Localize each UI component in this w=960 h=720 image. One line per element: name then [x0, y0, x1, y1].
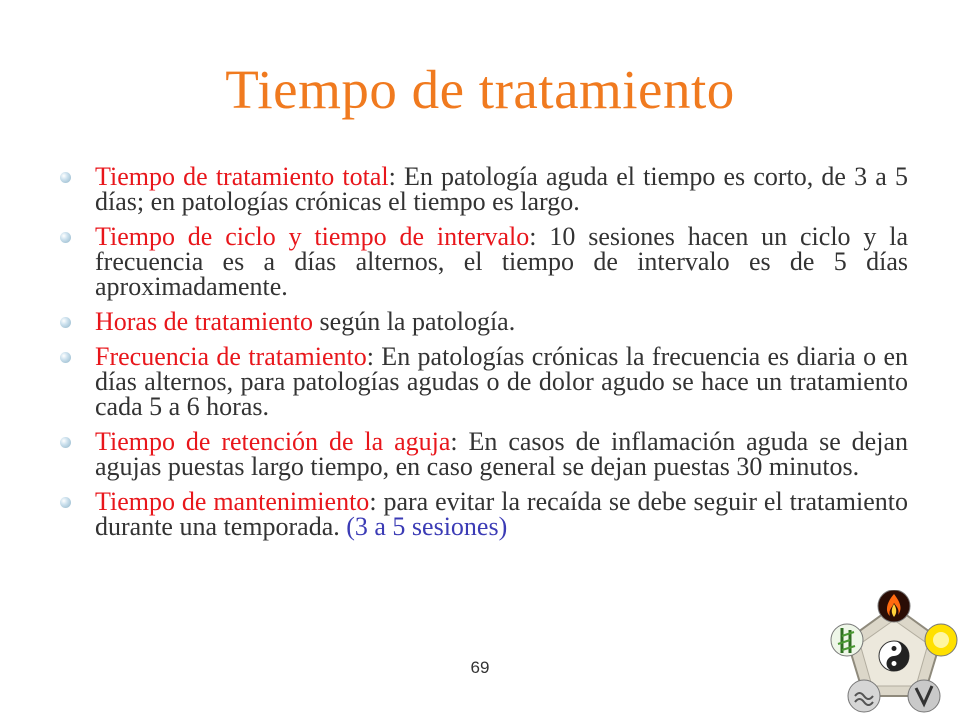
fire-icon	[878, 590, 910, 622]
bullet-item	[58, 224, 908, 299]
bullet-term: Frecuencia de tratamiento	[95, 342, 367, 371]
bullet-text: : para evitar la recaída se debe seguir el tratamiento durante una temporada.	[95, 487, 908, 541]
bullet-term: Tiempo de tratamiento total	[95, 162, 389, 191]
bagua-icon	[879, 641, 909, 671]
bullet-term: Tiempo de retención de la aguja	[95, 427, 451, 456]
bullet-item	[58, 344, 908, 419]
bullet-note: (3 a 5 sesiones)	[346, 512, 508, 541]
bullet-list	[58, 164, 908, 549]
metal-icon	[908, 680, 940, 712]
water-icon	[848, 680, 880, 712]
bullet-term: Tiempo de ciclo y tiempo de intervalo	[95, 222, 530, 251]
bullet-text: : En patología aguda el tiempo es corto, de 3 a 5 días; en patologías crónicas el tiempo es largo.	[95, 162, 908, 216]
slide-title: Tiempo de tratamiento	[225, 59, 735, 120]
bamboo-icon	[831, 624, 863, 656]
earth-icon	[925, 624, 957, 656]
bullet-text: : En casos de inflamación aguda se dejan agujas puestas largo tiempo, en caso general se dejan puestas 30 minutos.	[95, 427, 908, 481]
bullet-term: Horas de tratamiento	[95, 307, 314, 336]
bullet-text: según la patología.	[313, 307, 516, 336]
page-number: 69	[470, 658, 490, 677]
bullet-text: : En patologías crónicas la frecuencia es diaria o en días alternos, para patologías agudas o de dolor agudo se hace un tratamiento cada 5 a 6 horas.	[95, 342, 908, 421]
bullet-text: : 10 sesiones hacen un ciclo y la frecuencia es a días alternos, el tiempo de intervalo es de 5 días aproximadamente.	[95, 222, 909, 301]
five-elements-emblem	[828, 590, 960, 720]
bullet-item	[58, 164, 908, 214]
bullet-item	[58, 429, 908, 479]
bullet-term: Tiempo de mantenimiento	[95, 487, 370, 516]
bullet-item	[58, 489, 908, 539]
bullet-item	[58, 309, 908, 334]
